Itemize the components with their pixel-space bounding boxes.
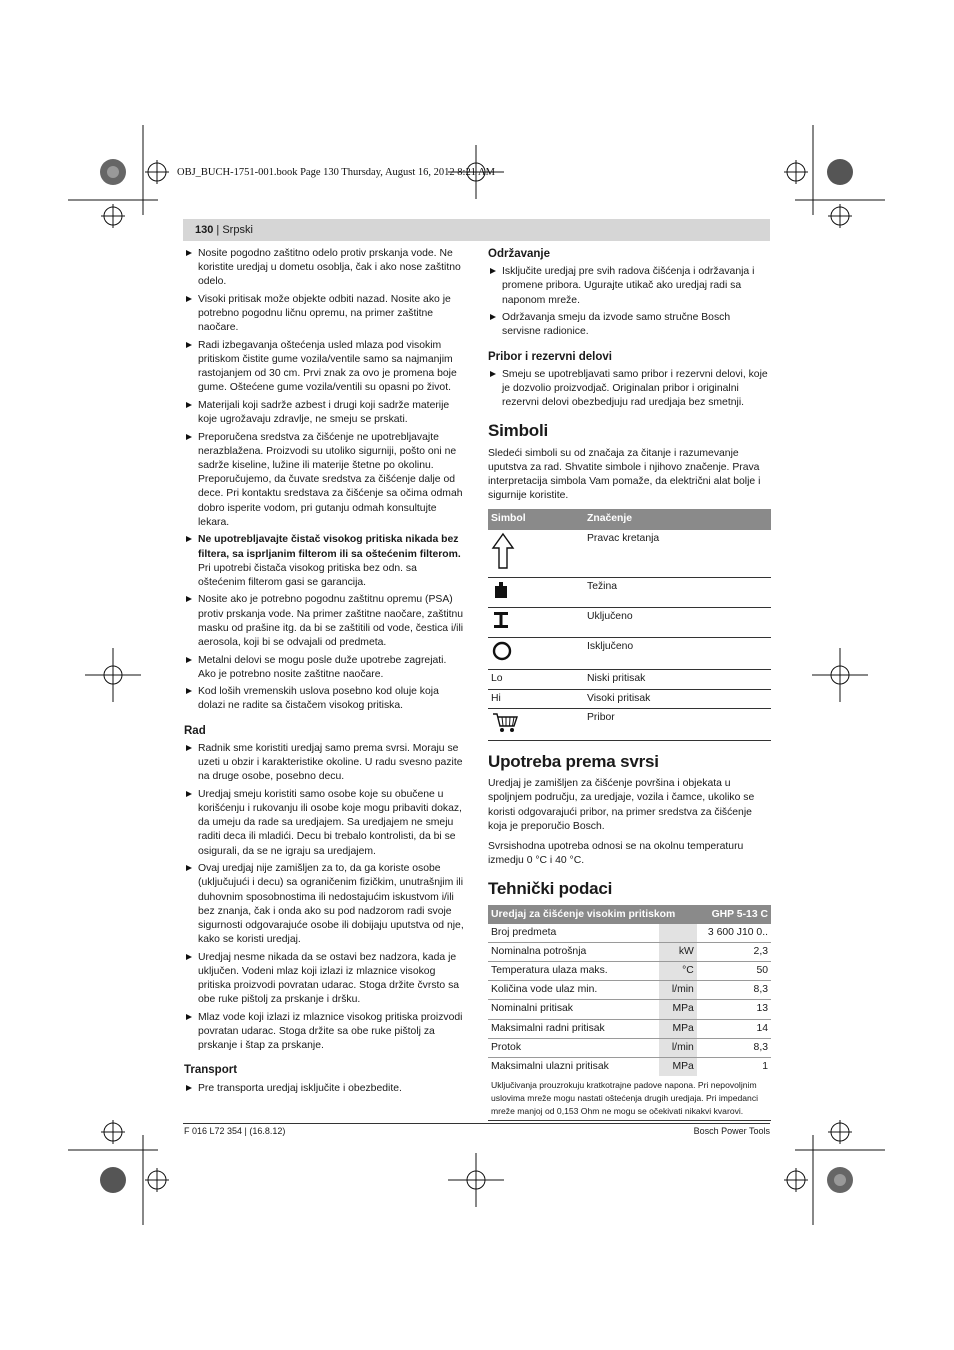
list-item: Uredjaj nesme nikada da se ostavi bez nadzora, kada je uključen. Vodeni mlaz koji izlazi iz mlaznice visokog pritiska proizvodi povratan udarac. Stoga držite čvrsto sa obe ruke pištolj za prskanje i dršku. — [184, 951, 466, 1008]
list-item: Održavanja smeju da izvode samo stručne Bosch servisne radionice. — [488, 311, 771, 339]
power-on-icon — [491, 610, 511, 630]
list-item: Ovaj uredjaj nije zamišljen za to, da ga koriste osobe (uključujući i decu) sa ograničenim fizičkim, unutrašnjim ili duhovnim sposobnostima ili nedostajućim iskustvom i/ili bez znanja, čak i onda ako su pod nadzorom radi svoje sigurnosti odgovarajuće osobe ili dobijaju uputstva od nje, kako se koristi uredjaj. — [184, 862, 466, 947]
pribor-list — [488, 368, 771, 411]
table-row — [488, 607, 771, 637]
list-item: Metalni delovi se mogu posle duže upotrebe zagrejati. Ako je potrebno nosite zaštitne naočare. — [184, 654, 466, 682]
page-number: 130 — [195, 224, 214, 236]
spec-value: 8,3 — [697, 981, 771, 1000]
section-heading-odrzavanje: Održavanje — [488, 248, 550, 260]
transport-list — [184, 1082, 466, 1096]
upotreba-paragraph: Svrsishodna upotreba odnosi se na okolnu temperaturu izmedju 0 °C i 40 °C. — [488, 840, 744, 867]
spec-label: Nominalni pritisak — [488, 1000, 659, 1019]
bold-warning: Ne upotrebljavajte čistač visokog pritiska nikada bez filtera, sa isprljanim filterom ili sa oštećenim filterom. — [198, 534, 461, 560]
list-item: Nosite ako je potrebno pogodnu zaštitnu opremu (PSA) protiv prskanja vode. Na primer zaštitne naočare, zaštitnu masku od prašine itg. da bi se zaštitili od vode, čestica i/ili aerosola, koji bi se odvajali od predmeta. — [184, 593, 466, 650]
table-row — [488, 708, 771, 740]
symbol-text: Lo — [488, 670, 584, 689]
tech-data-table — [488, 905, 771, 1077]
spec-value: 50 — [697, 962, 771, 981]
warning-text: Pri upotrebi čistača visokog pritiska bez odn. sa oštećenim filterom gasi se garancija. — [198, 562, 417, 588]
symbol-meaning: Pribor — [584, 708, 771, 740]
list-item: Preporučena sredstva za čišćenje ne upotrebljavajte nerazblažena. Proizvodi su utoliko sigurniji, pošto oni ne sadrže kiseline, lužine ili materije štetne po okolinu. Preporučujemo, da čuvate sredstva za čišćenje dalje od dece. Pri kontaktu sredstava za čišćenje sa očima odmah dobro isperite vodom, pri gutanju odmah konsultujte lekara. — [184, 431, 466, 530]
footer-brand: Bosch Power Tools — [693, 1126, 770, 1136]
table-row — [488, 689, 771, 708]
column-header: Uredjaj za čišćenje visokim pritiskom — [488, 905, 697, 924]
section-title-upotreba: Upotreba prema svrsi — [488, 751, 659, 771]
section-heading-rad: Rad — [184, 724, 206, 737]
symbol-meaning: Niski pritisak — [584, 670, 771, 689]
odrzavanje-list — [488, 265, 771, 339]
list-item: Radi izbegavanja oštećenja usled mlaza pod visokim pritiskom čistite gume vozila/ventile samo sa najmanjim rastojanjem od 30 cm. Prvi znak za ovo je promena boje gume. Oštećene gume vozila/ventili su opasni po život. — [184, 339, 466, 396]
spec-value: 3 600 J10 0.. — [697, 924, 771, 943]
section-title-simboli: Simboli — [488, 421, 548, 441]
symbol-meaning: Isključeno — [584, 638, 771, 670]
table-row — [488, 670, 771, 689]
spec-unit: MPa — [659, 1019, 697, 1038]
spec-label: Nominalna potrošnja — [488, 942, 659, 961]
symbol-meaning: Težina — [584, 577, 771, 607]
rad-list — [184, 742, 466, 1053]
list-item: Kod loših vremenskih uslova posebno kod oluje koja dolazi ne radite sa čistačem visokog pritiska. — [184, 685, 466, 713]
spec-unit — [659, 924, 697, 943]
table-row — [488, 1000, 771, 1019]
column-header-model: GHP 5-13 C — [697, 905, 771, 924]
table-row — [488, 1038, 771, 1057]
footer-doc-code: F 016 L72 354 | (16.8.12) — [184, 1126, 286, 1136]
spec-unit: l/min — [659, 981, 697, 1000]
power-off-icon — [491, 640, 513, 662]
list-item: Isključite uredjaj pre svih radova čišćenja i održavanja i promene pribora. Ugurajte utikač ako uredjaj radi sa naponom mreže. — [488, 265, 771, 308]
section-heading-pribor: Pribor i rezervni delovi — [488, 350, 612, 363]
spec-unit: MPa — [659, 1000, 697, 1019]
symbol-meaning: Pravac kretanja — [584, 530, 771, 578]
spec-unit: MPa — [659, 1058, 697, 1077]
table-row — [488, 1058, 771, 1077]
list-item: Nosite pogodno zaštitno odelo protiv prskanja vode. Ne koristite uredjaj u dometu osoblja, čak i ako nose zaštitno odelo. — [184, 247, 466, 290]
spec-value: 13 — [697, 1000, 771, 1019]
simboli-intro: Sledeći simboli su od značaja za čitanje i razumevanje uputstva za rad. Shvatite simbole i njihovo značenje. Prava interpretacija simbola Vam pomaže, da električni alat bolje i sigurnije koristite. — [488, 447, 761, 502]
safety-list — [184, 247, 466, 714]
column-header: Značenje — [584, 509, 771, 529]
list-item: Visoki pritisak može objekte odbiti nazad. Nosite ako je potrebno pogodnu ličnu opremu, na primer zaštitne naočare. — [184, 293, 466, 336]
spec-value: 8,3 — [697, 1038, 771, 1057]
print-header: OBJ_BUCH-1751-001.book Page 130 Thursday, August 16, 2012 8:21 AM — [177, 167, 495, 178]
spec-label: Temperatura ulaza maks. — [488, 962, 659, 981]
spec-value: 2,3 — [697, 942, 771, 961]
table-row — [488, 981, 771, 1000]
right-column — [488, 247, 771, 1121]
table-row — [488, 924, 771, 943]
table-row — [488, 942, 771, 961]
spec-label: Količina vode ulaz min. — [488, 981, 659, 1000]
column-header: Simbol — [488, 509, 584, 529]
tech-note: Uključivanja prouzrokuju kratkotrajne padove napona. Pri nepovoljnim uslovima mreže mogu nastati oštećenja drugih uredjaja. Pri impedanci mreže manjoj od 0,153 Ohm ne mogu se očekivati nikakvi kvarovi. — [488, 1076, 771, 1121]
table-row — [488, 577, 771, 607]
list-item: Smeju se upotrebljavati samo pribor i rezervni delovi, koje je dozvolio proizvodjač. Originalan pribor i originalni rezervni delovi obezbedjuju rad uredjaja bez smetnji. — [488, 368, 771, 411]
direction-arrow-icon — [491, 532, 515, 570]
table-row — [488, 530, 771, 578]
list-item: Materijali koji sadrže azbest i drugi koji sadrže materije koje ugrožavaju zdravlje, ne smeju se prskati. — [184, 399, 466, 427]
list-item — [184, 533, 466, 590]
symbol-text: Hi — [488, 689, 584, 708]
section-title-tehnicki: Tehnički podaci — [488, 879, 613, 899]
spec-label: Maksimalni ulazni pritisak — [491, 1061, 609, 1073]
spec-label: Broj predmeta — [488, 924, 659, 943]
page-language: Srpski — [222, 224, 253, 236]
spec-unit: l/min — [659, 1038, 697, 1057]
table-header-row — [488, 905, 771, 924]
table-row — [488, 638, 771, 670]
weight-icon — [491, 580, 511, 600]
spec-label: Maksimalni radni pritisak — [488, 1019, 659, 1038]
section-heading-transport: Transport — [184, 1064, 238, 1077]
footer-divider — [183, 1123, 770, 1124]
symbol-meaning: Visoki pritisak — [584, 689, 771, 708]
list-item: Mlaz vode koji izlazi iz mlaznice visokog pritiska proizvodi povratan udarac. Stoga držite sa obe ruke pištolj za prskanje i štap za prskanje. — [184, 1011, 466, 1054]
left-column — [184, 247, 466, 1099]
spec-value: 14 — [697, 1019, 771, 1038]
spec-unit: kW — [659, 942, 697, 961]
spec-unit: °C — [659, 962, 697, 981]
table-header-row — [488, 509, 771, 529]
symbol-table — [488, 509, 771, 741]
accessory-cart-icon — [491, 711, 519, 733]
spec-label: Protok — [488, 1038, 659, 1057]
list-item: Radnik sme koristiti uredjaj samo prema svrsi. Moraju se uzeti u obzir i karakteristike okoline. U radu svesno pazite na druge osobe, posebno decu. — [184, 742, 466, 785]
page-header-bar: 130 | Srpski — [183, 219, 770, 241]
list-item: Pre transporta uredjaj isključite i obezbedite. — [184, 1082, 466, 1096]
table-row — [488, 962, 771, 981]
symbol-meaning: Uključeno — [584, 607, 771, 637]
table-row — [488, 1019, 771, 1038]
list-item: Uredjaj smeju koristiti samo osobe koje su obučene u korišćenju i rukovanju ili osobe koje mogu pribaviti dokaz, da umeju da rade sa uredjajem. Sa uredjajem ne smeju raditi deca ili mladići. Decu bi trebalo kontrolisti, da bi se osigurali, da se ne igraju sa uredjajem. — [184, 788, 466, 859]
spec-value: 1 — [762, 1061, 768, 1073]
upotreba-paragraph: Uredjaj je zamišljen za čišćenje površina i objekata u spoljnjem području, za uredjaje, vozila i čamce, ukoliko se koristi odgovarajući pribor, na primer sredstva za čišćenje koja je preporučio Bosch. — [488, 778, 755, 832]
